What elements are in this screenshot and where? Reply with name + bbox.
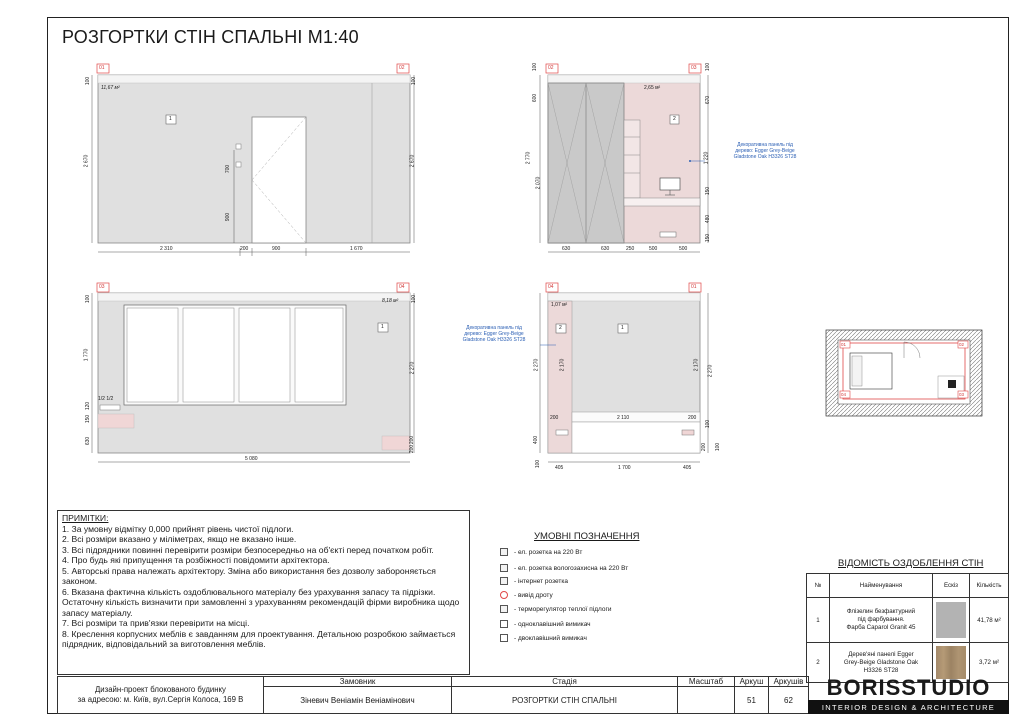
elevation-wall-3 <box>92 283 414 462</box>
col-header-name: Найменування <box>830 574 933 598</box>
elev4-dim-bottom-1: 405 <box>555 465 564 471</box>
legend-label: - вивід дроту <box>514 591 553 599</box>
plan-marker-1: 01 <box>841 342 847 347</box>
elev1-tag: 1 <box>169 116 172 122</box>
elev4-dim-left-4: 100 <box>535 459 542 469</box>
elev3-dim-left-3: 120 <box>85 401 92 411</box>
elev1-area: 11,67 м² <box>101 85 120 91</box>
elev2-dim-bottom-3: 250 <box>626 246 635 252</box>
finishes-table <box>806 573 1009 683</box>
col-header-no: № <box>807 574 830 598</box>
legend-item <box>500 563 628 573</box>
elev2-dim-bottom-1: 630 <box>562 246 571 252</box>
elev4-marker-right: 01 <box>691 284 697 290</box>
note-item: 6. Вказана фактична кількість оздоблювального матеріалу без урахування запасу та підрізки. Остаточну кількість визначити при замовленні з урахуванням рекомендацій фірми виробника щодо запасу матеріалу. <box>62 586 460 618</box>
project-description <box>57 676 264 714</box>
legend-item <box>500 619 591 629</box>
elev1-marker-right: 02 <box>399 65 405 71</box>
legend-label: - ел. розетка вологозахисна на 220 Вт <box>514 564 629 572</box>
elev4-dim-bottom-3: 405 <box>683 465 692 471</box>
elev2-area: 2,65 м² <box>644 85 661 91</box>
project-line: Дизайн-проект блокованого будинку <box>95 685 226 694</box>
elev3-dim-left-4: 150 <box>85 414 92 424</box>
elevation-wall-1 <box>92 64 414 256</box>
note-line: дерево: Egger Grey-Beige <box>735 148 795 154</box>
elev2-marker-left: 02 <box>548 65 554 71</box>
stage-header: Стадія <box>451 676 678 687</box>
elev2-dim-left-4: 2 070 <box>535 176 542 190</box>
sheets-total: 62 <box>768 686 809 714</box>
elev2-dim-left-2: 600 <box>532 93 539 103</box>
row-qty: 3,72 м² <box>970 643 1009 683</box>
row-no: 2 <box>807 643 830 683</box>
elev3-area: 8,18 м² <box>382 298 399 304</box>
elev3-half-label: 1/2 1/2 <box>98 396 114 402</box>
elev4-dim-mid-1: 200 <box>550 415 559 421</box>
double-switch-icon <box>500 634 508 642</box>
legend-label: - ел. розетка на 220 Вт <box>514 548 583 556</box>
socket-icon <box>500 548 508 556</box>
client-header: Замовник <box>263 676 452 687</box>
elev1-dim-bottom-4: 1 670 <box>350 246 363 252</box>
elev2-dim-left-3: 2 770 <box>525 151 532 165</box>
note-line: дерево: Egger Grey-Beige <box>464 331 524 337</box>
note-line: Декоративна панель під <box>466 325 522 331</box>
elev2-panel-note <box>720 142 810 160</box>
note-item: 4. Про будь які припущення та розбіжності повідомити архітектора. <box>62 555 330 565</box>
page-title: РОЗГОРТКИ СТІН СПАЛЬНІ М1:40 <box>62 27 359 47</box>
note-item: 5. Авторські права належать архітектору. Зміна або використання без дозволу забороняється законом. <box>62 565 436 586</box>
elev4-dim-left-1: 2 270 <box>533 358 540 372</box>
elev4-tag-a: 2 <box>559 325 562 331</box>
elev1-dim-inner-1: 700 <box>225 164 232 174</box>
elev4-dim-mid-2: 2 110 <box>617 415 630 421</box>
legend-label: - двоклавішний вимикач <box>514 634 587 642</box>
row-name-line: Флізелин безфактурний <box>846 608 916 615</box>
thermostat-icon <box>500 605 508 613</box>
elev1-dim-inner-2: 900 <box>225 212 232 222</box>
note-item: 8. Креслення корпусних меблів є завданням для проектування. Детальною розробкою займається підрядник, відповідальний за виготовлення меблів. <box>62 628 456 649</box>
gray-paint-swatch <box>936 602 966 638</box>
elev3-tag: 1 <box>381 324 384 330</box>
notes-box <box>57 510 470 675</box>
elev2-dim-bottom-4: 500 <box>649 246 658 252</box>
elev2-dim-right-6: 150 <box>705 233 712 243</box>
note-item: 2. Всі розміри вказано у міліметрах, якщо не вказано інше. <box>62 534 297 544</box>
note-line: Декоративна панель під <box>737 142 793 148</box>
studio-logo: BORISSTUDIO <box>826 675 991 700</box>
elev2-dim-left-1: 100 <box>532 62 539 72</box>
elev2-tag: 2 <box>673 116 676 122</box>
elev2-dim-right-5: 480 <box>705 214 712 224</box>
elev3-dim-left-1: 100 <box>85 294 92 304</box>
elev1-dim-bottom-2: 200 <box>240 246 249 252</box>
elev4-dim-left-3: 400 <box>533 435 540 445</box>
elev3-marker-right: 04 <box>399 284 405 290</box>
col-header-qty: Кількість <box>970 574 1009 598</box>
elev2-dim-right-2: 670 <box>705 95 712 105</box>
client-name: Зіневич Веніамін Веніамінович <box>263 686 452 714</box>
elev4-dim-mid-3: 200 <box>688 415 697 421</box>
legend-title: УМОВНІ ПОЗНАЧЕННЯ <box>534 531 640 542</box>
elev4-tag-b: 1 <box>621 325 624 331</box>
elevation-wall-4 <box>540 283 708 462</box>
elev2-dim-right-4: 150 <box>705 186 712 196</box>
row-name-line: Grey-Beige Gladstone Oak <box>843 658 919 666</box>
elev1-marker-left: 01 <box>99 65 105 71</box>
internet-socket-icon <box>500 577 508 585</box>
elev2-dim-bottom-2: 630 <box>601 246 610 252</box>
legend-item <box>500 590 553 600</box>
row-no: 1 <box>807 598 830 643</box>
finishes-title: ВІДОМІСТЬ ОЗДОБЛЕННЯ СТІН <box>838 558 984 569</box>
legend-item <box>500 576 568 586</box>
row-name-line: Фарба Caparol Granit 45 <box>846 624 916 631</box>
legend-item <box>500 547 582 557</box>
elev1-dim-bottom-1: 2 310 <box>160 246 173 252</box>
plan-marker-2: 02 <box>959 342 965 347</box>
scale-header: Масштаб <box>677 676 735 687</box>
elev3-dim-right-1: 100 <box>411 294 418 304</box>
waterproof-socket-icon <box>500 564 508 572</box>
elev4-dim-right-4: 200 <box>701 442 708 452</box>
note-line: Gladstone Oak H3326 ST28 <box>733 154 797 160</box>
elev3-dim-right-3: 200 <box>409 435 416 445</box>
row-swatch-cell <box>933 598 970 643</box>
elev4-dim-left-2: 2 170 <box>559 358 566 372</box>
elev2-dim-right-1: 100 <box>705 62 712 72</box>
elev2-marker-right: 03 <box>691 65 697 71</box>
row-name-line: Дерев'яні панелі Egger <box>848 650 914 658</box>
elev3-dim-left-2: 1 770 <box>83 348 90 362</box>
note-line: Gladstone Oak H3326 ST28 <box>462 337 526 343</box>
elev4-dim-right-2: 2 270 <box>707 364 714 378</box>
row-name <box>830 598 933 643</box>
elev3-dim-bottom: 5 080 <box>245 456 258 462</box>
elev4-panel-note <box>448 325 540 343</box>
notes-heading: ПРИМІТКИ: <box>62 513 109 523</box>
legend-item <box>500 633 587 643</box>
elev3-marker-left: 03 <box>99 284 105 290</box>
row-name-line: під фарбування. <box>857 616 905 623</box>
elev1-dim-left-2: 2 670 <box>83 154 90 168</box>
elev1-dim-left-1: 100 <box>85 76 92 86</box>
elevation-wall-2 <box>540 64 708 252</box>
col-header-sketch: Ескіз <box>933 574 970 598</box>
legend-label: - терморегулятор теплої підлоги <box>514 605 612 613</box>
elev2-dim-bottom-5: 500 <box>679 246 688 252</box>
row-name-line: H3326 ST28 <box>863 666 899 674</box>
elev2-dim-right-3: 1 220 <box>703 151 710 165</box>
sheet-number: 51 <box>734 686 769 714</box>
elev3-dim-right-4: 200 <box>409 444 416 454</box>
wire-outlet-icon <box>500 591 508 599</box>
elev3-dim-right-2: 2 270 <box>409 361 416 375</box>
plan-marker-4: 04 <box>841 392 847 397</box>
elev4-marker-left: 04 <box>548 284 554 290</box>
scale-value <box>677 686 735 714</box>
project-line: за адресою: м. Київ, вул.Сергія Колоса, 169 В <box>77 695 244 704</box>
legend-item <box>500 604 612 614</box>
elev4-area: 1,07 м² <box>551 302 568 308</box>
elev1-dim-bottom-3: 900 <box>272 246 281 252</box>
plan-marker-3: 03 <box>959 392 965 397</box>
elev1-dim-right-2: 2 670 <box>409 154 416 168</box>
single-switch-icon <box>500 620 508 628</box>
legend-label: - інтернет розетка <box>514 577 568 585</box>
studio-logo-subtitle: INTERIOR DESIGN & ARCHITECTURE <box>808 700 1009 714</box>
row-qty: 41,78 м² <box>970 598 1009 643</box>
elev4-dim-right-1: 2 170 <box>693 358 700 372</box>
elev4-dim-bottom-2: 1 700 <box>618 465 631 471</box>
elev4-dim-right-5: 100 <box>715 442 722 452</box>
note-item: 1. За умовну відмітку 0,000 прийнят рівень чистої підлоги. <box>62 523 294 534</box>
table-row <box>807 598 1009 643</box>
legend-label: - одноклавішний вимикач <box>514 620 591 628</box>
elev3-dim-left-5: 630 <box>85 436 92 446</box>
elev1-dim-right-1: 100 <box>411 76 418 86</box>
note-item: 3. Всі підрядники повинні перевірити розміри безпосередньо на об'єкті перед початком робіт. <box>62 544 434 555</box>
sheets-header: Аркушів <box>768 676 809 687</box>
elev4-dim-right-3: 100 <box>705 419 712 429</box>
stage-value: РОЗГОРТКИ СТІН СПАЛЬНІ <box>451 686 678 714</box>
note-item: 7. Всі розміри та прив'язки перевірити на місці. <box>62 618 250 628</box>
sheet-header: Аркуш <box>734 676 769 687</box>
